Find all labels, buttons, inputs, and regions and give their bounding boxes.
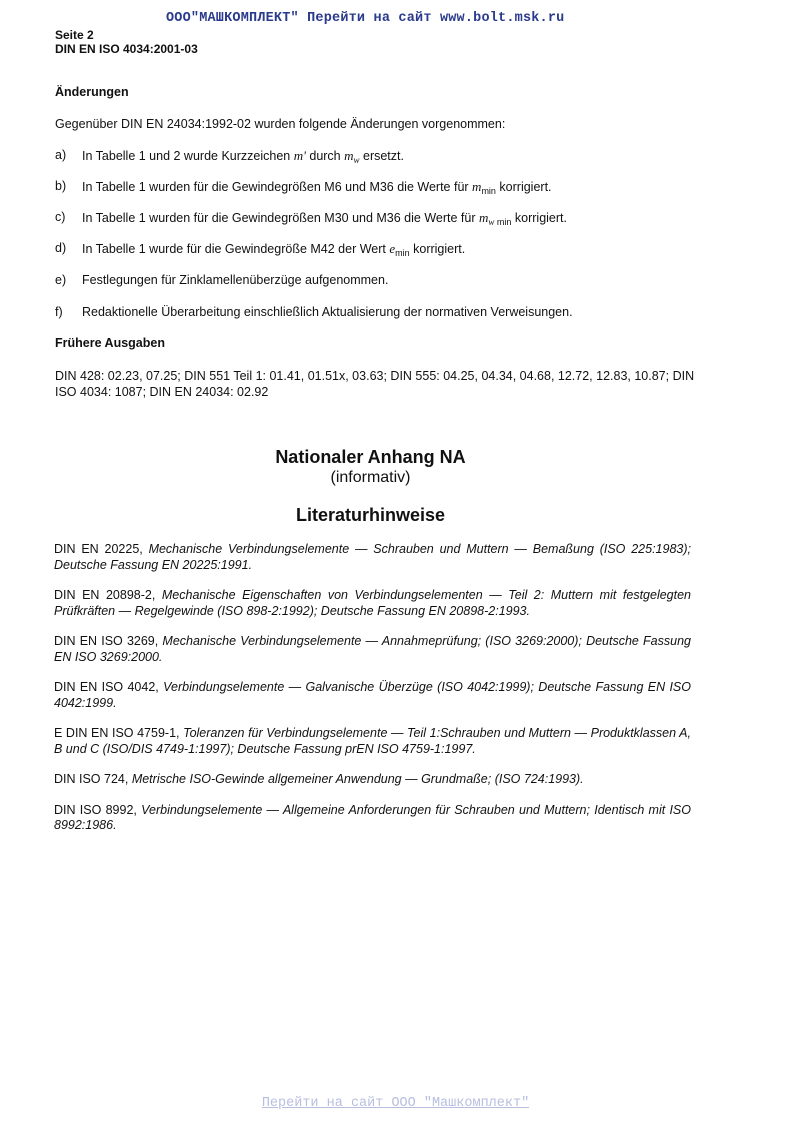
- reference-title: Mechanische Eigenschaften von Verbindungselementen — Teil 2: Muttern mit festgelegten Prüfkräften — Regelgewinde (ISO 898-2:1992); Deutsche Fassung EN 20898-2:1993.: [54, 588, 691, 618]
- change-text: In Tabelle 1 wurden für die Gewindegrößen M30 und M36 die Werte für: [82, 211, 479, 225]
- symbol-subscript: w: [488, 217, 495, 227]
- reference-title: Mechanische Verbindungselemente — Annahmeprüfung; (ISO 3269:2000); Deutsche Fassung EN ISO 3269:2000.: [54, 634, 691, 664]
- change-text: korrigiert.: [409, 242, 466, 256]
- reference-title: Verbindungselemente — Galvanische Überzüge (ISO 4042:1999); Deutsche Fassung EN ISO 4042:1999.: [54, 680, 691, 710]
- change-text: In Tabelle 1 wurden für die Gewindegrößen M6 und M36 die Werte für: [82, 180, 473, 194]
- reference-title: Metrische ISO-Gewinde allgemeiner Anwendung — Grundmaße; (ISO 724:1993).: [131, 772, 584, 786]
- symbol-subscript: min: [481, 186, 496, 196]
- literature-title: Literaturhinweise: [295, 505, 446, 525]
- reference-code: DIN EN ISO 3269,: [54, 634, 163, 648]
- symbol-subscript: min: [395, 248, 410, 258]
- change-label: e): [55, 273, 67, 287]
- previous-editions-text: DIN 428: 02.23, 07.25; DIN 551 Teil 1: 01.41, 01.51x, 03.63; DIN 555: 04.25, 04.34, 04.68, 12.72, 12.83, 10.87; DIN ISO 4034: 1087; DIN EN 24034: 02.92: [55, 369, 695, 399]
- change-label: d): [55, 241, 67, 255]
- change-text: ersetzt.: [359, 149, 404, 163]
- changes-intro: Gegenüber DIN EN 24034:1992-02 wurden folgende Änderungen vorgenommen:: [55, 117, 506, 131]
- symbol: m: [344, 148, 354, 163]
- reference-item: [54, 803, 691, 834]
- change-label: f): [55, 305, 63, 319]
- reference-code: DIN EN 20898-2,: [54, 588, 162, 602]
- change-label: b): [55, 179, 67, 193]
- symbol: m: [472, 179, 482, 194]
- reference-code: E DIN EN ISO 4759-1,: [54, 726, 184, 740]
- reference-item: [54, 542, 691, 573]
- change-label: a): [55, 148, 67, 162]
- change-text: In Tabelle 1 und 2 wurde Kurzzeichen: [82, 149, 294, 163]
- annex-subtitle: (informativ): [330, 469, 411, 486]
- change-text: Redaktionelle Überarbeitung einschließlich Aktualisierung der normativen Verweisungen.: [82, 305, 573, 319]
- reference-code: DIN ISO 8992,: [54, 802, 142, 817]
- reference-item: [54, 634, 691, 665]
- references-list: [54, 542, 691, 849]
- previous-editions-heading: Frühere Ausgaben: [55, 336, 165, 350]
- standard-id: DIN EN ISO 4034:2001-03: [55, 42, 198, 56]
- footer-site-link[interactable]: Перейти на сайт ООО "Машкомплект": [261, 1096, 530, 1111]
- annex-title: Nationaler Anhang NA: [275, 447, 466, 467]
- change-text: korrigiert.: [511, 211, 567, 225]
- page-number: Seite 2: [55, 28, 94, 42]
- change-text: Festlegungen für Zinklamellenüberzüge aufgenommen.: [82, 273, 389, 287]
- reference-item: [54, 772, 691, 788]
- top-banner-link[interactable]: ООО"МАШКОМПЛЕКТ" Перейти на сайт www.bolt.msk.ru: [166, 11, 565, 26]
- symbol-subscript: min: [494, 217, 512, 227]
- change-text: durch: [305, 149, 345, 163]
- reference-title: Verbindungselemente — Allgemeine Anforderungen für Schrauben und Muttern; Identisch mit ISO 8992:1986.: [54, 802, 691, 832]
- reference-title: Mechanische Verbindungselemente — Schrauben und Muttern — Bemaßung (ISO 225:1983); Deutsche Fassung EN 20225:1991.: [54, 542, 691, 572]
- reference-code: DIN EN 20225,: [54, 542, 149, 556]
- reference-item: [54, 680, 691, 711]
- symbol: m': [293, 148, 306, 163]
- change-label: c): [55, 210, 66, 224]
- reference-item: [54, 588, 691, 619]
- symbol: e: [389, 241, 396, 256]
- reference-code: DIN EN ISO 4042,: [54, 680, 164, 694]
- reference-title: Toleranzen für Verbindungselemente — Teil 1:Schrauben und Muttern — Produktklassen A, B und C (ISO/DIS 4749-1:1997); Deutsche Fassung prEN ISO 4759-1:1997.: [54, 726, 691, 756]
- changes-heading: Änderungen: [55, 85, 129, 99]
- reference-code: DIN ISO 724,: [54, 772, 132, 786]
- symbol: m: [479, 210, 489, 225]
- change-text: korrigiert.: [495, 180, 552, 194]
- reference-item: [54, 726, 691, 757]
- symbol-subscript: w: [353, 155, 360, 165]
- change-text: In Tabelle 1 wurde für die Gewindegröße M42 der Wert: [82, 242, 390, 256]
